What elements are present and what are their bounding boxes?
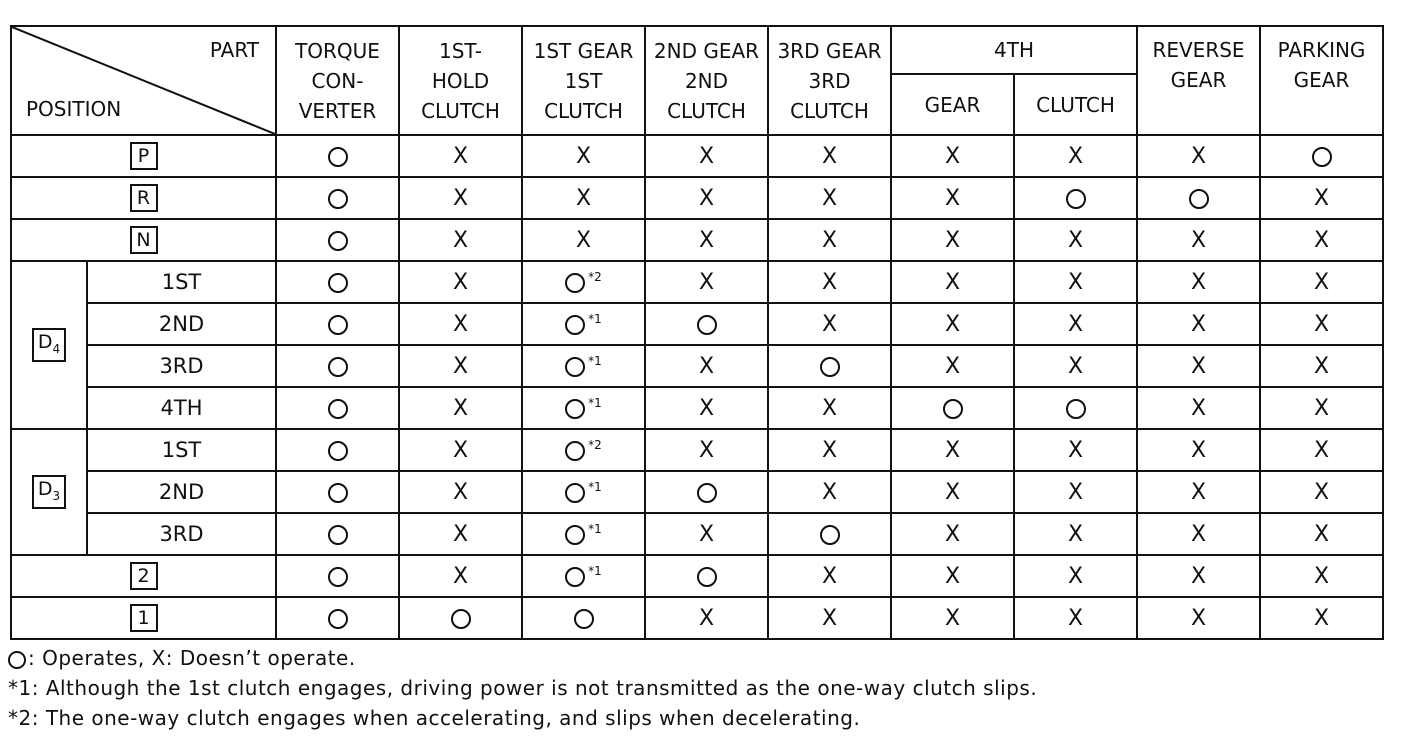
- position-cell: [11, 597, 276, 639]
- status-cell: [276, 555, 399, 597]
- status-cell: [522, 387, 645, 429]
- x-mark: X: [944, 143, 961, 169]
- table-row: [11, 555, 1383, 597]
- status-cell: [276, 345, 399, 387]
- footnote-ref: *1: [588, 354, 602, 368]
- col-4th-gear: GEAR: [891, 74, 1014, 135]
- status-cell: [522, 135, 645, 177]
- circle-icon: [565, 567, 585, 587]
- circle-icon: [820, 525, 840, 545]
- x-mark: X: [452, 521, 469, 547]
- table-row: [11, 303, 1383, 345]
- circle-icon: [697, 315, 717, 335]
- x-mark: X: [575, 227, 592, 253]
- table-body: [11, 135, 1383, 639]
- status-cell: [768, 177, 891, 219]
- col-parking-gear: PARKING GEAR: [1260, 26, 1383, 135]
- status-cell: [891, 471, 1014, 513]
- circle-icon: [1066, 399, 1086, 419]
- position-2-label: 2: [130, 562, 158, 590]
- status-cell: [645, 177, 768, 219]
- circle-icon: [328, 231, 348, 251]
- status-cell: [1137, 177, 1260, 219]
- footnote-ref: *1: [588, 564, 602, 578]
- x-mark: X: [821, 185, 838, 211]
- x-mark: X: [944, 269, 961, 295]
- status-cell: [1137, 555, 1260, 597]
- table-row: [11, 219, 1383, 261]
- status-cell: [891, 345, 1014, 387]
- status-cell: [1014, 135, 1137, 177]
- status-cell: [1260, 513, 1383, 555]
- x-mark: X: [452, 185, 469, 211]
- x-mark: X: [944, 185, 961, 211]
- part-label: PART: [209, 38, 259, 62]
- x-mark: X: [452, 227, 469, 253]
- table-row: [11, 261, 1383, 303]
- status-cell: [891, 597, 1014, 639]
- x-mark: X: [1067, 227, 1084, 253]
- status-cell: [645, 261, 768, 303]
- footnote-ref: *2: [588, 270, 602, 284]
- status-cell: [891, 555, 1014, 597]
- x-mark: X: [1313, 395, 1330, 421]
- x-mark: X: [821, 143, 838, 169]
- status-cell: [645, 513, 768, 555]
- position-n-label: N: [130, 226, 158, 254]
- status-cell: [768, 555, 891, 597]
- col-1st-hold-clutch: 1ST- HOLD CLUTCH: [399, 26, 522, 135]
- status-cell: [399, 513, 522, 555]
- footnote-ref: *1: [588, 480, 602, 494]
- status-cell: [1014, 597, 1137, 639]
- circle-icon: [328, 483, 348, 503]
- x-mark: X: [452, 311, 469, 337]
- col-3rd-gear-clutch: 3RD GEAR 3RD CLUTCH: [768, 26, 891, 135]
- circle-icon: [697, 567, 717, 587]
- col-1st-gear-clutch: 1ST GEAR 1ST CLUTCH: [522, 26, 645, 135]
- x-mark: X: [1313, 479, 1330, 505]
- status-cell: [891, 303, 1014, 345]
- status-cell: [1014, 387, 1137, 429]
- status-cell: [768, 513, 891, 555]
- status-cell: [645, 597, 768, 639]
- circle-icon: [328, 189, 348, 209]
- status-cell: [399, 387, 522, 429]
- status-cell: [1260, 471, 1383, 513]
- status-cell: [645, 345, 768, 387]
- table-row: [11, 513, 1383, 555]
- table-row: [11, 471, 1383, 513]
- status-cell: [276, 597, 399, 639]
- x-mark: X: [944, 521, 961, 547]
- status-cell: [399, 261, 522, 303]
- status-cell: [891, 219, 1014, 261]
- col-2nd-gear-clutch: 2ND GEAR 2ND CLUTCH: [645, 26, 768, 135]
- status-cell: [276, 219, 399, 261]
- table-row: [11, 597, 1383, 639]
- status-cell: [522, 429, 645, 471]
- status-cell: [1014, 177, 1137, 219]
- x-mark: X: [944, 437, 961, 463]
- circle-icon: [328, 567, 348, 587]
- circle-icon: [697, 483, 717, 503]
- circle-icon: [451, 609, 471, 629]
- x-mark: X: [698, 605, 715, 631]
- circle-icon: [328, 525, 348, 545]
- status-cell: [522, 177, 645, 219]
- status-cell: [1014, 555, 1137, 597]
- status-cell: [276, 471, 399, 513]
- circle-icon: [565, 441, 585, 461]
- circle-icon: [328, 441, 348, 461]
- x-mark: X: [1313, 437, 1330, 463]
- header-row-top: [11, 26, 1383, 74]
- col-torque-converter: TORQUE CON- VERTER: [276, 26, 399, 135]
- status-cell: [645, 219, 768, 261]
- status-cell: [399, 471, 522, 513]
- subposition-cell: 3RD: [87, 345, 276, 387]
- footnote-ref: *1: [588, 522, 602, 536]
- footnote-ref: *1: [588, 312, 602, 326]
- x-mark: X: [1190, 479, 1207, 505]
- x-mark: X: [1190, 437, 1207, 463]
- status-cell: [1014, 429, 1137, 471]
- status-cell: [891, 513, 1014, 555]
- x-mark: X: [698, 395, 715, 421]
- x-mark: X: [452, 353, 469, 379]
- position-p-label: P: [130, 142, 158, 170]
- x-mark: X: [452, 437, 469, 463]
- x-mark: X: [944, 227, 961, 253]
- status-cell: [891, 387, 1014, 429]
- legend-note-1: *1: Although the 1st clutch engages, driving power is not transmitted as the one-way clutch slips.: [8, 676, 1038, 700]
- x-mark: X: [452, 479, 469, 505]
- status-cell: [768, 135, 891, 177]
- status-cell: [1014, 261, 1137, 303]
- circle-icon: [565, 273, 585, 293]
- status-cell: [1260, 597, 1383, 639]
- x-mark: X: [1190, 311, 1207, 337]
- circle-icon: [943, 399, 963, 419]
- circle-icon: [8, 651, 26, 669]
- status-cell: [1137, 219, 1260, 261]
- subposition-cell: 4TH: [87, 387, 276, 429]
- status-cell: [768, 429, 891, 471]
- x-mark: X: [1190, 227, 1207, 253]
- x-mark: X: [821, 479, 838, 505]
- position-r-label: R: [130, 184, 158, 212]
- legend-symbols: : Operates, X: Doesn’t operate.: [8, 646, 356, 670]
- x-mark: X: [821, 311, 838, 337]
- col-reverse-gear: REVERSE GEAR: [1137, 26, 1260, 135]
- status-cell: [1137, 597, 1260, 639]
- x-mark: X: [1190, 395, 1207, 421]
- circle-icon: [574, 609, 594, 629]
- status-cell: [1260, 555, 1383, 597]
- status-cell: [891, 135, 1014, 177]
- part-position-header: [11, 26, 276, 135]
- x-mark: X: [1313, 353, 1330, 379]
- status-cell: [645, 555, 768, 597]
- x-mark: X: [698, 437, 715, 463]
- legend-note-2: *2: The one-way clutch engages when accelerating, and slips when decelerating.: [8, 706, 861, 730]
- position-cell: [11, 135, 276, 177]
- x-mark: X: [944, 605, 961, 631]
- subposition-cell: 1ST: [87, 429, 276, 471]
- x-mark: X: [821, 269, 838, 295]
- status-cell: [1137, 261, 1260, 303]
- status-cell: [1137, 303, 1260, 345]
- position-cell: [11, 555, 276, 597]
- status-cell: [645, 387, 768, 429]
- table-row: [11, 387, 1383, 429]
- x-mark: X: [821, 437, 838, 463]
- gear-engagement-table: [10, 25, 1384, 640]
- status-cell: [1014, 345, 1137, 387]
- status-cell: [891, 429, 1014, 471]
- x-mark: X: [1067, 521, 1084, 547]
- status-cell: [1260, 303, 1383, 345]
- status-cell: [768, 387, 891, 429]
- status-cell: [1014, 219, 1137, 261]
- status-cell: [645, 429, 768, 471]
- x-mark: X: [944, 563, 961, 589]
- x-mark: X: [452, 563, 469, 589]
- x-mark: X: [1190, 563, 1207, 589]
- table-row: [11, 429, 1383, 471]
- circle-icon: [328, 147, 348, 167]
- x-mark: X: [821, 605, 838, 631]
- status-cell: [891, 261, 1014, 303]
- status-cell: [522, 597, 645, 639]
- x-mark: X: [1067, 353, 1084, 379]
- status-cell: [768, 597, 891, 639]
- circle-icon: [820, 357, 840, 377]
- table-row: [11, 177, 1383, 219]
- status-cell: [1137, 387, 1260, 429]
- status-cell: [522, 261, 645, 303]
- x-mark: X: [452, 269, 469, 295]
- x-mark: X: [575, 143, 592, 169]
- status-cell: [1137, 345, 1260, 387]
- position-label: POSITION: [26, 97, 122, 121]
- status-cell: [645, 135, 768, 177]
- status-cell: [1137, 135, 1260, 177]
- status-cell: [399, 135, 522, 177]
- x-mark: X: [1067, 311, 1084, 337]
- x-mark: X: [1313, 185, 1330, 211]
- circle-icon: [1189, 189, 1209, 209]
- status-cell: [645, 471, 768, 513]
- x-mark: X: [1313, 605, 1330, 631]
- status-cell: [276, 303, 399, 345]
- subposition-cell: 1ST: [87, 261, 276, 303]
- subposition-cell: 2ND: [87, 471, 276, 513]
- status-cell: [768, 303, 891, 345]
- status-cell: [276, 135, 399, 177]
- status-cell: [768, 345, 891, 387]
- x-mark: X: [1190, 353, 1207, 379]
- x-mark: X: [1190, 269, 1207, 295]
- x-mark: X: [1067, 143, 1084, 169]
- status-cell: [1260, 429, 1383, 471]
- status-cell: [399, 555, 522, 597]
- x-mark: X: [698, 269, 715, 295]
- status-cell: [522, 345, 645, 387]
- status-cell: [276, 177, 399, 219]
- x-mark: X: [821, 227, 838, 253]
- x-mark: X: [1067, 479, 1084, 505]
- status-cell: [1014, 471, 1137, 513]
- subposition-cell: 2ND: [87, 303, 276, 345]
- status-cell: [1137, 471, 1260, 513]
- status-cell: [399, 177, 522, 219]
- circle-icon: [1312, 147, 1332, 167]
- status-cell: [276, 513, 399, 555]
- x-mark: X: [1067, 437, 1084, 463]
- status-cell: [399, 345, 522, 387]
- x-mark: X: [1067, 605, 1084, 631]
- status-cell: [522, 303, 645, 345]
- footnote-ref: *1: [588, 396, 602, 410]
- circle-icon: [565, 357, 585, 377]
- circle-icon: [565, 315, 585, 335]
- position-cell: [11, 177, 276, 219]
- x-mark: X: [944, 311, 961, 337]
- x-mark: X: [1190, 605, 1207, 631]
- status-cell: [645, 303, 768, 345]
- x-mark: X: [452, 143, 469, 169]
- status-cell: [768, 471, 891, 513]
- status-cell: [399, 219, 522, 261]
- x-mark: X: [1313, 563, 1330, 589]
- position-group-cell: [11, 261, 87, 429]
- status-cell: [1137, 429, 1260, 471]
- x-mark: X: [698, 185, 715, 211]
- circle-icon: [565, 483, 585, 503]
- x-mark: X: [821, 395, 838, 421]
- position-d3-label: $D_3$: [32, 475, 66, 510]
- footnote-ref: *2: [588, 438, 602, 452]
- table-row: [11, 345, 1383, 387]
- x-mark: X: [1313, 521, 1330, 547]
- circle-icon: [328, 609, 348, 629]
- x-mark: X: [1067, 269, 1084, 295]
- status-cell: [1137, 513, 1260, 555]
- position-1-label: 1: [130, 604, 158, 632]
- x-mark: X: [698, 521, 715, 547]
- table-row: [11, 135, 1383, 177]
- status-cell: [768, 219, 891, 261]
- status-cell: [1014, 303, 1137, 345]
- x-mark: X: [698, 143, 715, 169]
- status-cell: [522, 219, 645, 261]
- status-cell: [1260, 387, 1383, 429]
- position-group-cell: [11, 429, 87, 555]
- position-cell: [11, 219, 276, 261]
- circle-icon: [328, 399, 348, 419]
- x-mark: X: [1313, 227, 1330, 253]
- status-cell: [399, 429, 522, 471]
- status-cell: [891, 177, 1014, 219]
- col-4th-clutch: CLUTCH: [1014, 74, 1137, 135]
- status-cell: [522, 471, 645, 513]
- status-cell: [1014, 513, 1137, 555]
- status-cell: [399, 597, 522, 639]
- status-cell: [276, 387, 399, 429]
- circle-icon: [328, 273, 348, 293]
- status-cell: [399, 303, 522, 345]
- x-mark: X: [698, 227, 715, 253]
- circle-icon: [328, 315, 348, 335]
- x-mark: X: [821, 563, 838, 589]
- subposition-cell: 3RD: [87, 513, 276, 555]
- x-mark: X: [1067, 563, 1084, 589]
- status-cell: [1260, 135, 1383, 177]
- circle-icon: [565, 525, 585, 545]
- status-cell: [1260, 261, 1383, 303]
- status-cell: [1260, 177, 1383, 219]
- circle-icon: [1066, 189, 1086, 209]
- col-4th: 4TH: [891, 26, 1137, 74]
- status-cell: [1260, 345, 1383, 387]
- status-cell: [768, 261, 891, 303]
- x-mark: X: [452, 395, 469, 421]
- x-mark: X: [944, 353, 961, 379]
- circle-icon: [328, 357, 348, 377]
- status-cell: [522, 555, 645, 597]
- x-mark: X: [575, 185, 592, 211]
- status-cell: [522, 513, 645, 555]
- x-mark: X: [698, 353, 715, 379]
- x-mark: X: [1313, 311, 1330, 337]
- status-cell: [276, 261, 399, 303]
- x-mark: X: [1313, 269, 1330, 295]
- status-cell: [1260, 219, 1383, 261]
- x-mark: X: [944, 479, 961, 505]
- x-mark: X: [1190, 521, 1207, 547]
- circle-icon: [565, 399, 585, 419]
- status-cell: [276, 429, 399, 471]
- x-mark: X: [1190, 143, 1207, 169]
- position-d4-label: $D_4$: [32, 328, 66, 363]
